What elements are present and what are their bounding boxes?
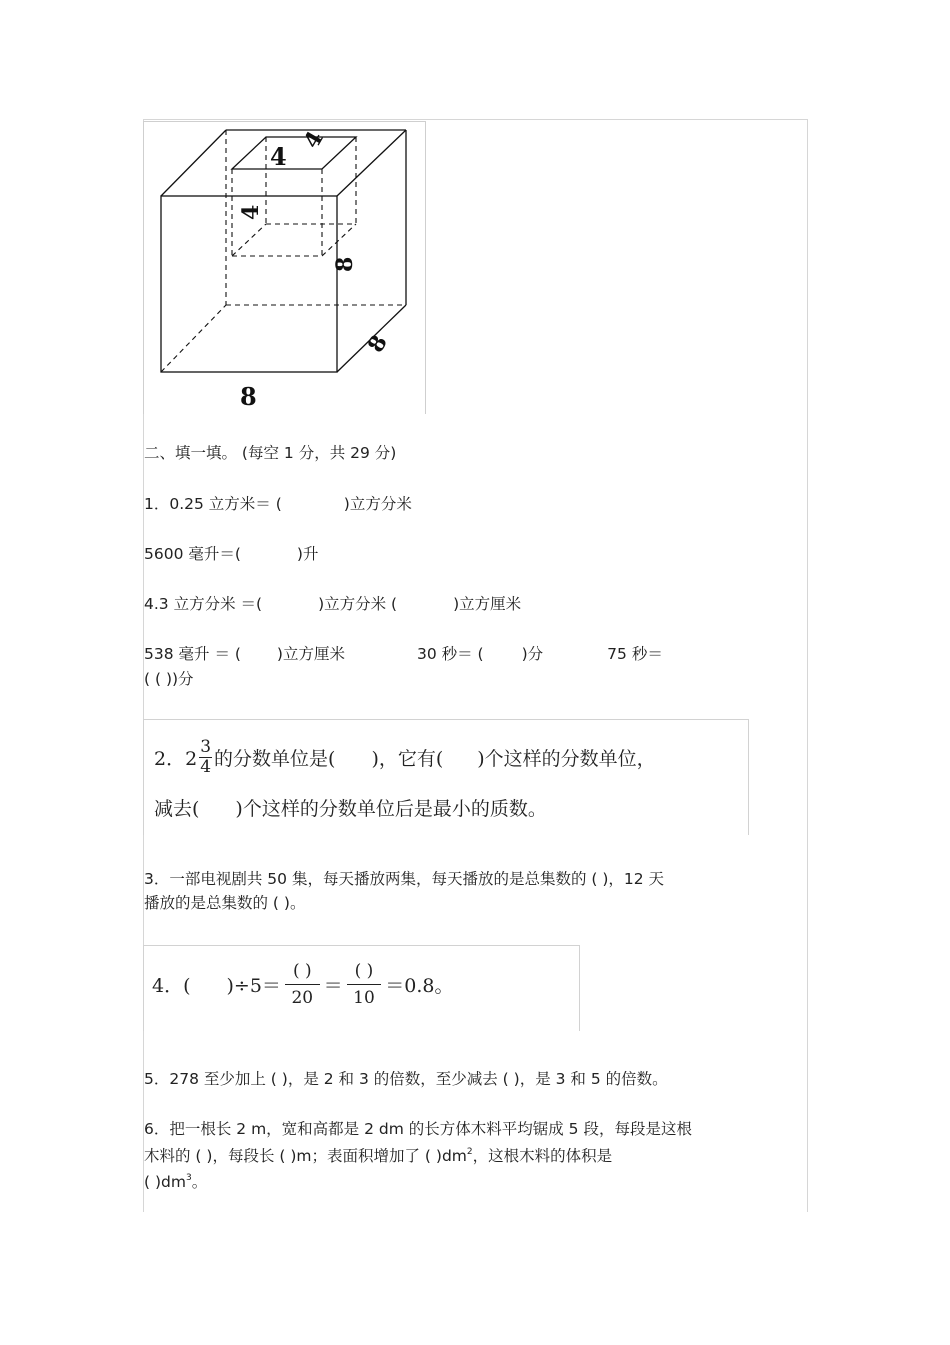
q1-b-end: )升 bbox=[296, 545, 319, 563]
q4-div: )÷5＝ bbox=[226, 975, 281, 997]
q4-f1-den: 20 bbox=[291, 988, 314, 1008]
depth-label: 8 bbox=[362, 330, 393, 357]
q4-f2-num: ( ) bbox=[347, 958, 382, 985]
q6-line3 bbox=[144, 1167, 207, 1193]
q1-line-b bbox=[144, 543, 318, 565]
q1-line-d4: ( ( ))分 bbox=[144, 670, 194, 688]
q4-box bbox=[143, 945, 580, 1031]
q3-line2: 播放的是总集数的 ( )。 bbox=[144, 894, 306, 912]
q2-line1-b: )，它有( bbox=[371, 748, 444, 770]
q2-line2-a: 减去( bbox=[154, 798, 200, 820]
q2-line2-b: )个这样的分数单位后是最小的质数。 bbox=[235, 798, 547, 820]
q2-fraction bbox=[199, 738, 212, 777]
q1-d2-text: 30 秒＝ ( bbox=[416, 645, 484, 663]
hole-top-square bbox=[232, 137, 356, 169]
q6-line2 bbox=[144, 1141, 612, 1167]
cube-top-side-label: 4 bbox=[298, 126, 329, 153]
q3-line1: 3．一部电视剧共 50 集，每天播放两集，每天播放的是总集数的 ( )，12 天 bbox=[144, 870, 665, 888]
q2-box bbox=[143, 719, 749, 835]
cube-front-face bbox=[161, 196, 337, 372]
q1-d2-end: )分 bbox=[521, 645, 544, 663]
q6-line2-sup: 2 bbox=[466, 1147, 473, 1157]
bottom-label: 8 bbox=[240, 382, 257, 411]
q1-a-end: )立方分米 bbox=[343, 495, 412, 513]
q4-fraction-2 bbox=[347, 958, 382, 1011]
q6-line3-a: ( )dm bbox=[144, 1173, 186, 1191]
q2-prefix: 2．2 bbox=[154, 748, 198, 770]
q4-equation bbox=[152, 958, 454, 1011]
q1-line-a bbox=[144, 493, 412, 515]
cube-drawing bbox=[144, 122, 425, 414]
q1-d-mid: )立方厘米 bbox=[276, 645, 345, 663]
q1-c-mid: )立方分米 ( bbox=[318, 595, 398, 613]
q6-line3-b: 。 bbox=[191, 1173, 208, 1191]
q1-a-text: 1．0.25 立方米＝ ( bbox=[144, 495, 282, 513]
q4-f1-num: ( ) bbox=[285, 958, 320, 985]
q2-line1 bbox=[154, 738, 656, 777]
q6-line1: 6．把一根长 2 m，宽和高都是 2 dm 的长方体木料平均锯成 5 段，每段是这根 bbox=[144, 1120, 692, 1138]
q1-d-text: 538 毫升 ＝ ( bbox=[144, 645, 241, 663]
q1-line-c bbox=[144, 593, 521, 615]
q4-prefix: 4．( bbox=[152, 975, 191, 997]
q2-line1-a: 的分数单位是( bbox=[214, 748, 336, 770]
q6-line2-b: ，这根木料的体积是 bbox=[472, 1147, 613, 1165]
q1-d3-text: 75 秒＝ bbox=[607, 645, 663, 663]
q2-line1-c: )个这样的分数单位， bbox=[477, 748, 656, 770]
q2-frac-num: 3 bbox=[200, 737, 212, 757]
q1-c-end: )立方厘米 bbox=[453, 595, 522, 613]
q4-end: ＝0.8。 bbox=[385, 975, 454, 997]
q2-line2 bbox=[154, 794, 547, 821]
q1-c-text: 4.3 立方分米 ＝( bbox=[144, 595, 263, 613]
hole-height-label: 4 bbox=[238, 204, 264, 220]
q2-frac-den: 4 bbox=[200, 757, 212, 777]
section-heading: 二、填一填。 (每空 1 分，共 29 分) bbox=[144, 444, 397, 462]
cube-figure bbox=[143, 121, 426, 414]
right-height-label: 8 bbox=[332, 256, 358, 272]
q4-fraction-1 bbox=[285, 958, 320, 1011]
q5-line: 5．278 至少加上 ( )，是 2 和 3 的倍数，至少减去 ( )，是 3 和 5 的倍数。 bbox=[144, 1070, 668, 1088]
q4-f2-den: 10 bbox=[353, 988, 375, 1008]
q1-b-text: 5600 毫升＝( bbox=[144, 545, 241, 563]
q6-line3-sup: 3 bbox=[185, 1173, 192, 1183]
q6-line2-a: 木料的 ( )，每段长 ( )m；表面积增加了 ( )dm bbox=[144, 1147, 467, 1165]
cube-top-label: 4 bbox=[270, 142, 287, 171]
q4-eq: ＝ bbox=[323, 975, 343, 997]
q1-line-d bbox=[144, 643, 663, 665]
